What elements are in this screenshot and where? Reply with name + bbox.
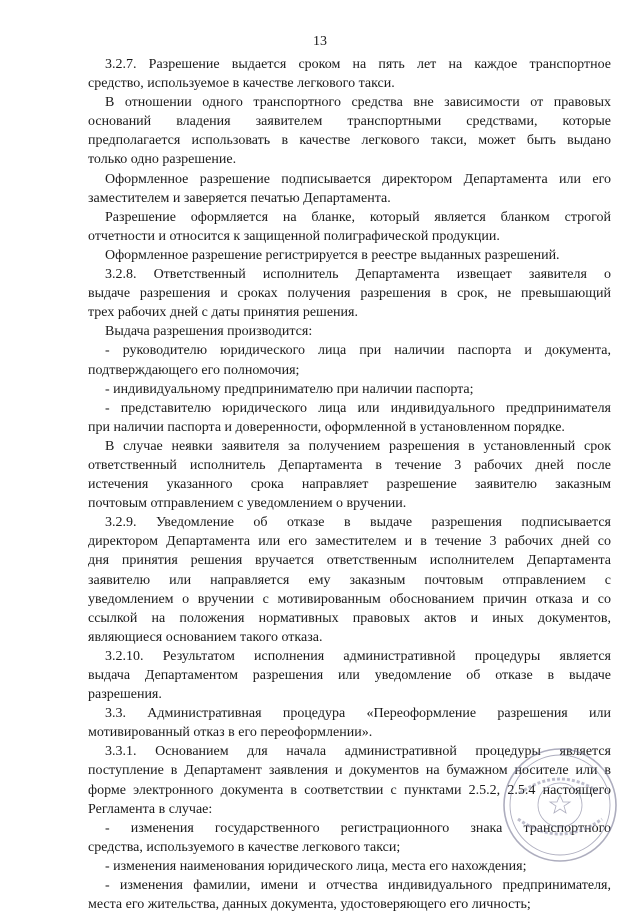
text-line: дня принятия решения вручается ответственным исполнителем Департамента xyxy=(88,553,611,569)
text-line: - изменения государственного регистрационного знака транспортного xyxy=(105,820,611,836)
text-line: Выдача разрешения производится: xyxy=(105,324,313,340)
text-line: - изменения фамилии, имени и отчества индивидуального предпринимателя, xyxy=(105,878,611,894)
text-line: поступление в Департамент заявления и документов на бумажном носителе или в xyxy=(88,763,611,779)
page-number: 13 xyxy=(313,34,327,49)
text-line: предполагается использовать в качестве легкового такси, может быть выдано xyxy=(88,133,611,149)
text-line: В отношении одного транспортного средства вне зависимости от правовых xyxy=(105,95,611,111)
text-line: Оформленное разрешение подписывается директором Департамента или его xyxy=(105,171,611,187)
text-line: Разрешение оформляется на бланке, который является бланком строгой xyxy=(105,209,611,225)
text-line: трех рабочих дней с даты принятия решения. xyxy=(88,305,358,321)
text-line: 3.2.10. Результатом исполнения административной процедуры является xyxy=(105,648,611,664)
text-line: 3.2.9. Уведомление об отказе в выдаче разрешения подписывается xyxy=(105,515,611,531)
text-line: - изменения наименования юридического лица, места его нахождения; xyxy=(105,858,527,874)
text-line: только одно разрешение. xyxy=(88,152,237,168)
text-line: 3.2.7. Разрешение выдается сроком на пять лет на каждое транспортное xyxy=(105,57,611,72)
text-line: уведомлением о вручении с мотивированным обоснованием причин отказа и со xyxy=(88,591,611,607)
text-line: мотивированный отказ в его переоформлении». xyxy=(88,725,373,741)
text-line: при наличии паспорта и доверенности, оформленной в установленном порядке. xyxy=(88,419,565,435)
text-line: Оформленное разрешение регистрируется в реестре выданных разрешений. xyxy=(105,247,560,263)
text-line: - руководителю юридического лица при наличии паспорта и документа, xyxy=(105,343,611,359)
text-line: заместителем и заверяется печатью Департамента. xyxy=(88,190,391,206)
text-line: заявителю или направляется ему заказным почтовым отправлением с xyxy=(88,572,611,588)
text-line: средства, используемого в качестве легкового такси; xyxy=(88,839,401,855)
text-line: ссылкой на положения нормативных правовых актов и иных документов, xyxy=(88,610,611,626)
text-line: почтовым отправлением с уведомлением о вручении. xyxy=(88,496,407,512)
text-line: - индивидуальному предпринимателю при наличии паспорта; xyxy=(105,381,474,397)
text-line: форме электронного документа в соответствии с пунктами 2.5.2, 2.5.4 настоящего xyxy=(88,782,611,798)
text-line: 3.2.8. Ответственный исполнитель Департамента извещает заявителя о xyxy=(105,267,611,283)
text-line: отчетности и относится к защищенной полиграфической продукции. xyxy=(88,228,500,244)
text-line: выдаче разрешения и сроках получения разрешения в срок, не превышающий xyxy=(88,286,611,302)
text-line: места его жительства, данных документа, удостоверяющего его личность; xyxy=(88,897,531,913)
text-line: 3.3. Административная процедура «Переоформление разрешения или xyxy=(105,706,611,722)
text-line: ответственный исполнитель Департамента в течение 3 рабочих дней после xyxy=(88,457,611,473)
text-line: истечения указанного срока направляет разрешение заявителю заказным xyxy=(88,477,611,493)
text-line: 3.3.1. Основанием для начала административной процедуры является xyxy=(105,744,611,760)
text-line: подтверждающего его полномочия; xyxy=(88,362,300,378)
text-line: директором Департамента или его заместителем и в течение 3 рабочих дней со xyxy=(88,534,611,550)
text-line: разрешения. xyxy=(88,687,162,703)
text-line: Регламента в случае: xyxy=(88,801,213,817)
text-line: оснований владения заявителем транспортными средствами, которые xyxy=(88,114,611,130)
text-line: являющиеся основанием такого отказа. xyxy=(88,629,323,645)
official-seal-stamp xyxy=(500,745,620,865)
text-line: средство, используемое в качестве легкового такси. xyxy=(88,76,395,92)
text-line: - представителю юридического лица или индивидуального предпринимателя xyxy=(105,400,611,416)
text-line: В случае неявки заявителя за получением разрешения в установленный срок xyxy=(105,438,611,454)
text-line: выдача Департаментом разрешения или уведомление об отказе в выдаче xyxy=(88,668,611,683)
